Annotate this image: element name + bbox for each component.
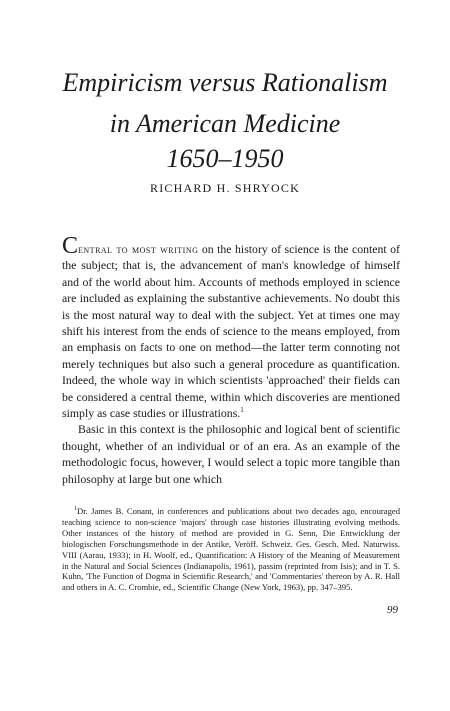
drop-cap: C [62, 233, 79, 259]
article-title-years: 1650–1950 [166, 144, 284, 173]
paragraph-2: Basic in this context is the philosophic and logical bent of scientific thought, whether of an individual or of an era. As an example of the methodologic focus, however, I would select a topic more tangible than philosophy at large but one which [62, 422, 400, 486]
footnote [62, 506, 400, 593]
author-name: RICHARD H. SHRYOCK [150, 181, 300, 195]
paragraph-1 [62, 233, 400, 421]
paragraph-1-text: on the history of science is the content of the subject; that is, the advancement of man's knowledge of himself and of the world about him. Accounts of methods employed in science are included as explaining the substantive achievements. No doubt this is the most natural way to deal with the subject. Yet at times one may shift his interest from the ends of science to the means employed, from an emphasis on facts to one on method—the latter term connoting not merely techniques but also such a general procedure as quantification. Indeed, the whole way in which scientists 'approached' their fields can be considered a central theme, within which discoveries are mentioned simply as case studies or illustrations. [62, 242, 400, 421]
footnote-mark: 1 [74, 506, 77, 513]
small-caps-lead: entral to most writing [78, 242, 199, 256]
page-number: 99 [387, 604, 398, 616]
article-body [62, 233, 400, 487]
footnote-reference[interactable]: 1 [240, 406, 244, 415]
article-title-line-1: Empiricism versus Rationalism [62, 68, 388, 97]
footnote-text: Dr. James B. Conant, in conferences and publications about two decades ago, encouraged teaching science to non-science 'majors' through case histories illustrating evolving methods. Other instances of the history of method are provided in G. Senn, Die Entwicklung der biologischen Forschungsmethode in der Antike, Veröff. Schweiz. Ges. Gesch. Med. Naturwiss. VIII (Aarau, 1933); in H. Woolf, ed., Quantification: A History of the Meaning of Measurement in the Natural and Social Sciences (Indianapolis, 1961), passim (reprinted from Isis); and in T. S. Kuhn, 'The Function of Dogma in Scientific Research,' and 'Commentaries' thereon by A. R. Hall and others in A. C. Crombie, ed., Scientific Change (New York, 1963), pp. 347–395. [62, 506, 400, 593]
article-title-line-2: in American Medicine [109, 109, 341, 138]
